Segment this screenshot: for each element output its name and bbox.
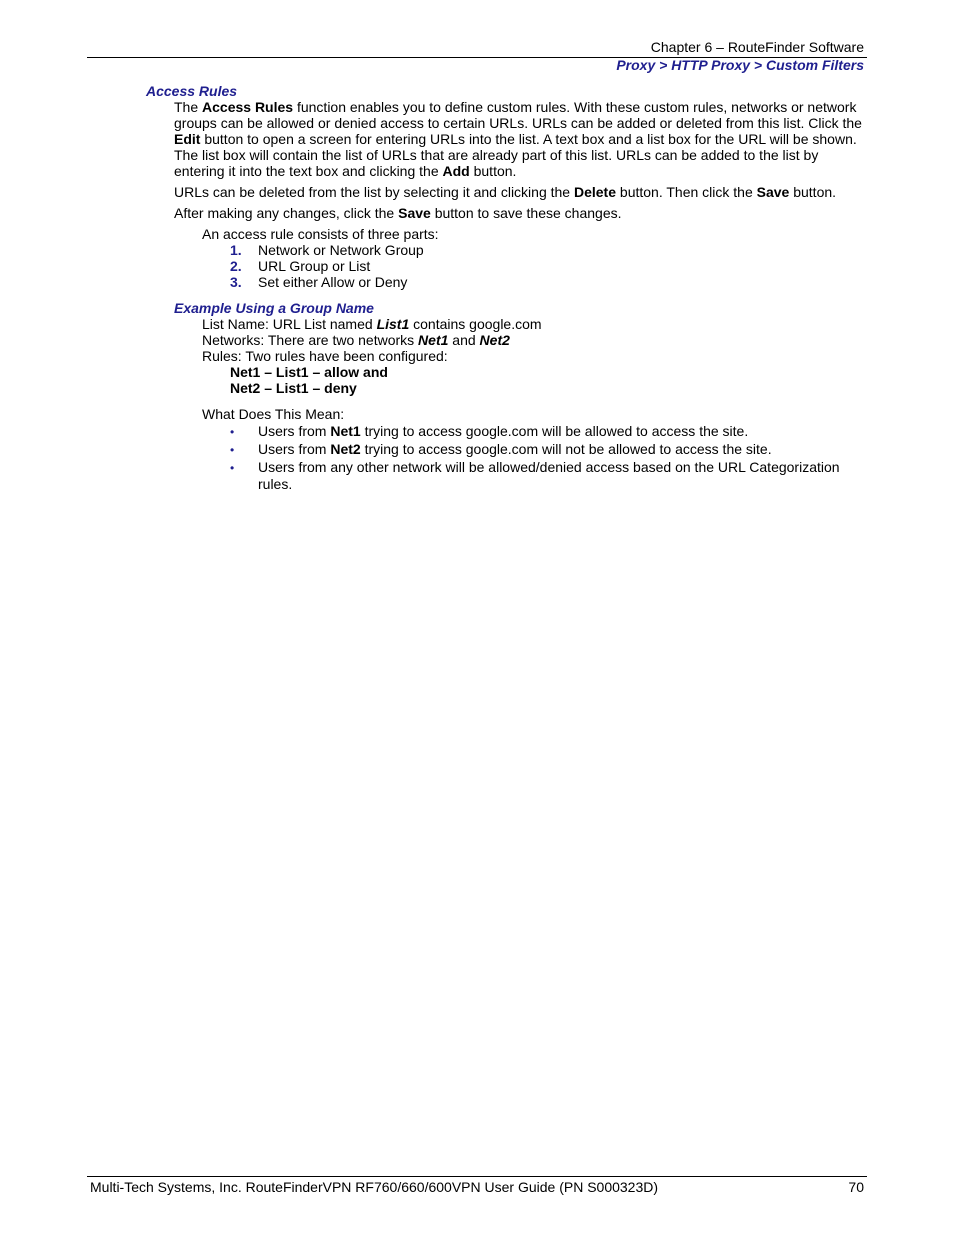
footer-rule [87, 1176, 867, 1177]
paragraph-save: After making any changes, click the Save button to save these changes. [174, 205, 622, 221]
list-item: • Users from any other network will be allowed/denied access based on the URL Categorization [230, 459, 840, 475]
paragraph-intro: The Access Rules function enables you to define custom rules. With these custom rules, networks or network groups can be allowed or denied access to certain URLs. URLs can be added or deleted from this list. Click the Edit button to open a screen for entering URLs into the list. A text box and a list box for the URL will be shown. The list box will contain the list of URLs that are already part of this list. URLs can be added to the list by entering it into the text box and clicking the Add button. [174, 99, 862, 179]
paragraph-delete: URLs can be deleted from the list by selecting it and clicking the Delete button. Then click the Save button. [174, 184, 837, 200]
parts-list [230, 242, 424, 290]
breadcrumb: Proxy > HTTP Proxy > Custom Filters [616, 57, 864, 73]
rule-definitions: Net1 – List1 – allow and Net2 – List1 – deny [230, 364, 388, 396]
list-item: • Users from Net2 trying to access google.com will not be allowed to access the site. [230, 441, 772, 457]
example-body: List Name: URL List named List1 contains google.com Networks: There are two networks Net1 and Net2 Rules: Two rules have been configured: [202, 316, 542, 364]
list-item: 2. URL Group or List [230, 258, 371, 274]
page-number: 70 [848, 1179, 864, 1195]
chapter-header: Chapter 6 – RouteFinder Software [650, 39, 864, 55]
meaning-list: • Users from Net1 trying to access google.com will be allowed to access the site. • Users from Net2 trying to access google.com will not be allowed to access the site. • Users from any other network will be allowed/denied access based on the URL Categorization rules. [230, 423, 840, 492]
meaning-heading: What Does This Mean: [202, 406, 345, 422]
section-title: Access Rules [146, 83, 238, 99]
list-item: 3. Set either Allow or Deny [230, 274, 408, 290]
parts-intro: An access rule consists of three parts: [202, 226, 439, 242]
footer-text: Multi-Tech Systems, Inc. RouteFinderVPN RF760/660/600VPN User Guide (PN S000323D) [90, 1179, 659, 1195]
list-item: 1. Network or Network Group [230, 242, 424, 258]
list-item: • Users from Net1 trying to access google.com will be allowed to access the site. [230, 423, 749, 439]
example-title: Example Using a Group Name [174, 300, 374, 316]
